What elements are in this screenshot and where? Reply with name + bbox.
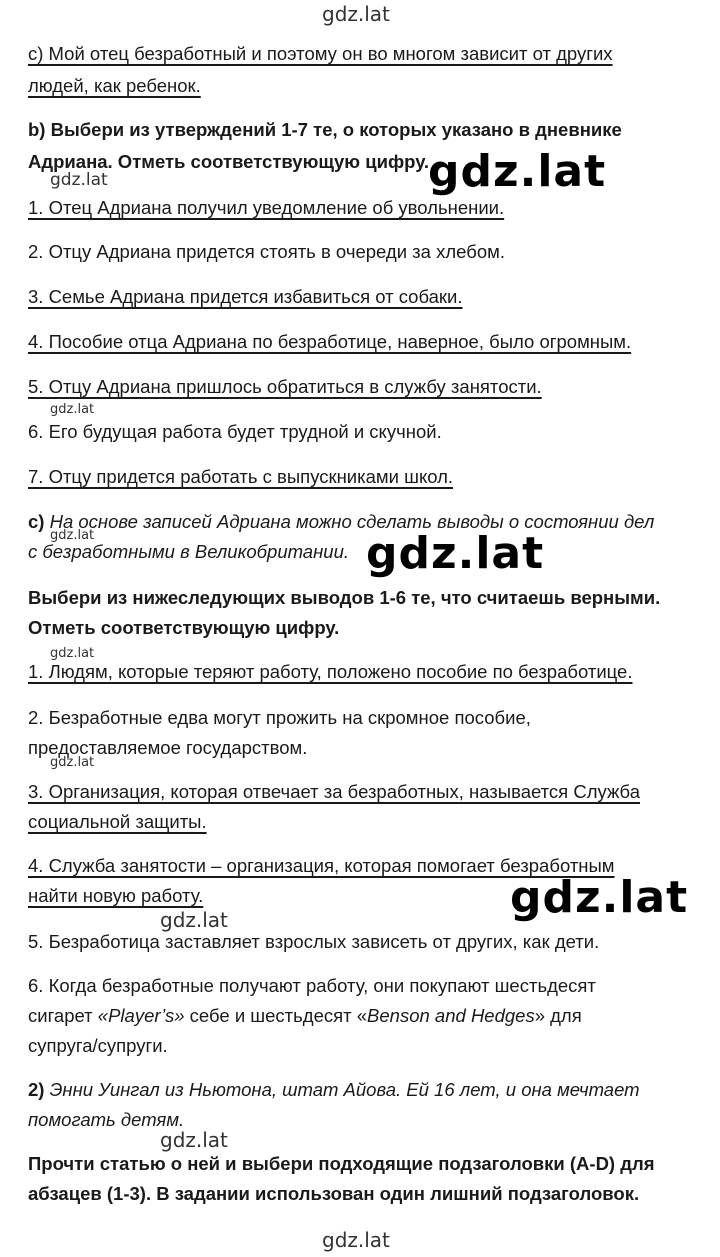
watermark: gdz.lat xyxy=(322,2,390,26)
statement-item: 5. Отцу Адриана пришлось обратиться в службу занятости. xyxy=(28,376,542,397)
conclusion-item: сигарет «Player’s» себе и шестьдесят «Benson and Hedges» для xyxy=(28,1005,582,1026)
statement-item: 1. Отец Адриана получил уведомление об увольнении. xyxy=(28,197,505,218)
answer-line: с) Мой отец безработный и поэтому он во многом зависит от других xyxy=(28,43,613,64)
statement-item: 7. Отцу придется работать с выпускниками школ. xyxy=(28,466,454,487)
watermark: gdz.lat xyxy=(50,528,95,543)
answer-line: людей, как ребенок. xyxy=(28,75,201,96)
task-label: 2) xyxy=(28,1079,45,1100)
watermark: gdz.lat xyxy=(50,402,95,417)
conclusion-item: 2. Безработные едва могут прожить на скромное пособие, xyxy=(28,707,531,728)
task-heading: Адриана. Отметь соответствующую цифру. xyxy=(28,151,430,172)
statement-item: 6. Его будущая работа будет трудной и скучной. xyxy=(28,421,442,442)
task-label: с) xyxy=(28,511,45,532)
task-intro: с безработными в Великобритании. xyxy=(28,541,349,562)
watermark: gdz.lat xyxy=(50,170,108,190)
conclusion-item: 6. Когда безработные получают работу, они покупают шестьдесят xyxy=(28,975,596,996)
statement-item: 3. Семье Адриана придется избавиться от собаки. xyxy=(28,286,463,307)
task-heading: абзацев (1-3). В задании использован один лишний подзаголовок. xyxy=(28,1183,640,1204)
watermark: gdz.lat xyxy=(510,872,689,923)
watermark: gdz.lat xyxy=(160,908,228,932)
task-intro-text: Энни Уингал из Ньютона, штат Айова. Ей 16 лет, и она мечтает xyxy=(44,1079,640,1100)
task-heading: Отметь соответствующую цифру. xyxy=(28,617,340,638)
task-intro: помогать детям. xyxy=(28,1109,185,1130)
conclusion-item: 4. Служба занятости – организация, которая помогает безработным xyxy=(28,855,615,876)
conclusion-item: 1. Людям, которые теряют работу, положено пособие по безработице. xyxy=(28,661,633,682)
conclusion-item: найти новую работу. xyxy=(28,885,204,906)
watermark: gdz.lat xyxy=(428,146,607,197)
watermark: gdz.lat xyxy=(322,1228,390,1252)
task-intro xyxy=(28,510,654,534)
conclusion-item: социальной защиты. xyxy=(28,811,207,832)
watermark: gdz.lat xyxy=(160,1128,228,1152)
task-heading: Выбери из нижеследующих выводов 1-6 те, что считаешь верными. xyxy=(28,587,661,608)
watermark: gdz.lat xyxy=(50,755,95,770)
task-heading: b) Выбери из утверждений 1-7 те, о которых указано в дневнике xyxy=(28,119,622,140)
conclusion-item: 5. Безработица заставляет взрослых зависеть от других, как дети. xyxy=(28,931,600,952)
watermark: gdz.lat xyxy=(50,646,95,661)
conclusion-item: супруга/супруги. xyxy=(28,1035,168,1056)
watermark: gdz.lat xyxy=(366,528,545,579)
conclusion-item: 3. Организация, которая отвечает за безработных, называется Служба xyxy=(28,781,640,802)
task-heading: Прочти статью о ней и выбери подходящие подзаголовки (A-D) для xyxy=(28,1153,655,1174)
task-intro-text: На основе записей Адриана можно сделать выводы о состоянии дел xyxy=(44,511,655,532)
conclusion-item: предоставляемое государством. xyxy=(28,737,308,758)
statement-item: 4. Пособие отца Адриана по безработице, наверное, было огромным. xyxy=(28,331,632,352)
task-intro xyxy=(28,1078,640,1102)
statement-item: 2. Отцу Адриана придется стоять в очереди за хлебом. xyxy=(28,241,505,262)
